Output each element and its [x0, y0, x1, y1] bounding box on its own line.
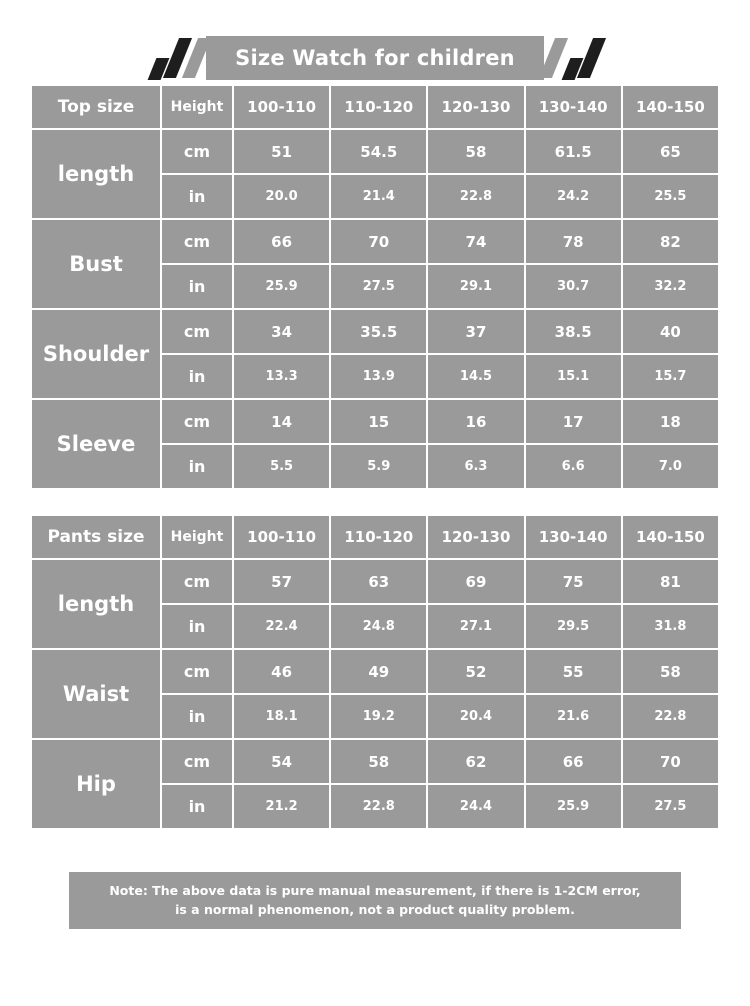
value-cell: 40: [622, 309, 719, 354]
top-size-header-3: 130-140: [525, 85, 622, 129]
value-cell: 35.5: [330, 309, 427, 354]
pants-size-table-wrapper: [30, 514, 720, 830]
pants-size-header-2: 120-130: [427, 515, 524, 559]
table-row: [31, 739, 719, 784]
value-cell: 52: [427, 649, 524, 694]
value-cell: 81: [622, 559, 719, 604]
table-row: [31, 309, 719, 354]
note-line-1: Note: The above data is pure manual measurement, if there is 1-2CM error,: [109, 883, 641, 898]
value-cell: 15: [330, 399, 427, 444]
value-cell: 58: [622, 649, 719, 694]
top-row-category-sleeve: Sleeve: [31, 399, 161, 489]
value-cell: 74: [427, 219, 524, 264]
table-spacer: [0, 490, 750, 514]
unit-cell: cm: [161, 739, 233, 784]
value-cell: 65: [622, 129, 719, 174]
value-cell: 19.2: [330, 694, 427, 739]
table-row: [31, 399, 719, 444]
value-cell: 25.9: [233, 264, 330, 309]
value-cell: 24.2: [525, 174, 622, 219]
top-row-category-bust: Bust: [31, 219, 161, 309]
page-header: [0, 32, 750, 84]
top-size-table: [30, 84, 720, 490]
value-cell: 51: [233, 129, 330, 174]
value-cell: 25.9: [525, 784, 622, 829]
unit-cell: cm: [161, 309, 233, 354]
value-cell: 16: [427, 399, 524, 444]
unit-cell: cm: [161, 559, 233, 604]
value-cell: 15.7: [622, 354, 719, 399]
value-cell: 49: [330, 649, 427, 694]
value-cell: 18.1: [233, 694, 330, 739]
table-row: [31, 559, 719, 604]
value-cell: 20.0: [233, 174, 330, 219]
pants-row-category-hip: Hip: [31, 739, 161, 829]
value-cell: 7.0: [622, 444, 719, 489]
value-cell: 58: [330, 739, 427, 784]
value-cell: 20.4: [427, 694, 524, 739]
top-size-header-0: 100-110: [233, 85, 330, 129]
table-row: [31, 649, 719, 694]
top-size-header-4: 140-150: [622, 85, 719, 129]
unit-cell: in: [161, 694, 233, 739]
value-cell: 54: [233, 739, 330, 784]
value-cell: 13.3: [233, 354, 330, 399]
top-size-header-1: 110-120: [330, 85, 427, 129]
unit-cell: cm: [161, 129, 233, 174]
value-cell: 63: [330, 559, 427, 604]
pants-row-category-length: length: [31, 559, 161, 649]
table-header-row: [31, 515, 719, 559]
value-cell: 58: [427, 129, 524, 174]
value-cell: 54.5: [330, 129, 427, 174]
value-cell: 69: [427, 559, 524, 604]
value-cell: 37: [427, 309, 524, 354]
value-cell: 5.9: [330, 444, 427, 489]
value-cell: 27.5: [622, 784, 719, 829]
page-title: Size Watch for children: [235, 46, 515, 70]
value-cell: 27.1: [427, 604, 524, 649]
unit-cell: in: [161, 354, 233, 399]
value-cell: 75: [525, 559, 622, 604]
top-row-category-length: length: [31, 129, 161, 219]
value-cell: 66: [525, 739, 622, 784]
value-cell: 62: [427, 739, 524, 784]
unit-cell: in: [161, 784, 233, 829]
value-cell: 22.8: [622, 694, 719, 739]
value-cell: 57: [233, 559, 330, 604]
header-decoration-right: [544, 36, 601, 80]
value-cell: 15.1: [525, 354, 622, 399]
unit-cell: in: [161, 264, 233, 309]
value-cell: 14.5: [427, 354, 524, 399]
value-cell: 29.1: [427, 264, 524, 309]
value-cell: 30.7: [525, 264, 622, 309]
value-cell: 22.4: [233, 604, 330, 649]
value-cell: 70: [330, 219, 427, 264]
top-size-header-2: 120-130: [427, 85, 524, 129]
pants-size-header-1: 110-120: [330, 515, 427, 559]
value-cell: 34: [233, 309, 330, 354]
value-cell: 55: [525, 649, 622, 694]
top-category-header: Top size: [31, 85, 161, 129]
top-unit-header: Height: [161, 85, 233, 129]
pants-row-category-waist: Waist: [31, 649, 161, 739]
value-cell: 22.8: [330, 784, 427, 829]
table-header-row: [31, 85, 719, 129]
pants-category-header: Pants size: [31, 515, 161, 559]
unit-cell: in: [161, 604, 233, 649]
pants-unit-header: Height: [161, 515, 233, 559]
top-size-table-wrapper: [30, 84, 720, 490]
value-cell: 18: [622, 399, 719, 444]
pants-size-header-0: 100-110: [233, 515, 330, 559]
value-cell: 22.8: [427, 174, 524, 219]
value-cell: 46: [233, 649, 330, 694]
unit-cell: cm: [161, 399, 233, 444]
value-cell: 82: [622, 219, 719, 264]
table-row: [31, 219, 719, 264]
value-cell: 24.8: [330, 604, 427, 649]
value-cell: 6.6: [525, 444, 622, 489]
value-cell: 78: [525, 219, 622, 264]
value-cell: 21.6: [525, 694, 622, 739]
value-cell: 14: [233, 399, 330, 444]
header-decoration-left: [149, 36, 206, 80]
value-cell: 29.5: [525, 604, 622, 649]
value-cell: 24.4: [427, 784, 524, 829]
pants-size-header-4: 140-150: [622, 515, 719, 559]
unit-cell: cm: [161, 219, 233, 264]
top-row-category-shoulder: Shoulder: [31, 309, 161, 399]
value-cell: 27.5: [330, 264, 427, 309]
value-cell: 13.9: [330, 354, 427, 399]
value-cell: 66: [233, 219, 330, 264]
header-band: [206, 36, 544, 80]
unit-cell: in: [161, 444, 233, 489]
unit-cell: cm: [161, 649, 233, 694]
value-cell: 21.4: [330, 174, 427, 219]
value-cell: 25.5: [622, 174, 719, 219]
value-cell: 6.3: [427, 444, 524, 489]
pants-size-header-3: 130-140: [525, 515, 622, 559]
value-cell: 61.5: [525, 129, 622, 174]
value-cell: 21.2: [233, 784, 330, 829]
value-cell: 38.5: [525, 309, 622, 354]
pants-size-table: [30, 514, 720, 830]
value-cell: 31.8: [622, 604, 719, 649]
table-row: [31, 129, 719, 174]
value-cell: 5.5: [233, 444, 330, 489]
measurement-note: [69, 872, 681, 929]
unit-cell: in: [161, 174, 233, 219]
value-cell: 32.2: [622, 264, 719, 309]
value-cell: 70: [622, 739, 719, 784]
value-cell: 17: [525, 399, 622, 444]
note-line-2: is a normal phenomenon, not a product quality problem.: [175, 902, 575, 918]
